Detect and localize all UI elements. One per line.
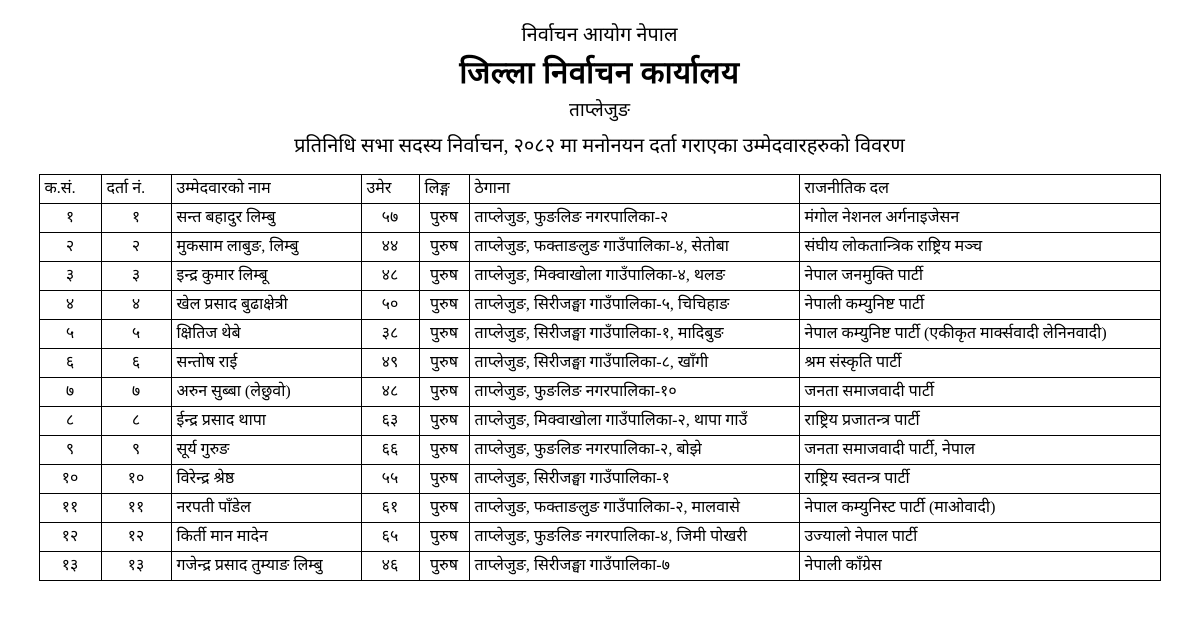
- table-row: [39, 349, 1160, 378]
- cell-serial: ३: [39, 262, 101, 291]
- cell-serial: ७: [39, 378, 101, 407]
- column-header-age: उमेर: [361, 175, 419, 204]
- cell-gender: पुरुष: [419, 378, 469, 407]
- cell-party: राष्ट्रिय स्वतन्त्र पार्टी: [799, 465, 1160, 494]
- cell-address: ताप्लेजुङ, मिक्वाखोला गाउँपालिका-२, थापा गाउँ: [469, 407, 799, 436]
- table-row: [39, 291, 1160, 320]
- cell-candidate-name: अरुन सुब्बा (लेछुवो): [171, 378, 361, 407]
- cell-registration: १३: [101, 552, 171, 581]
- table-row: [39, 552, 1160, 581]
- organization-name: निर्वाचन आयोग नेपाल: [521, 24, 678, 46]
- cell-address: ताप्लेजुङ, सिरीजङ्घा गाउँपालिका-५, चिचिहाङ: [469, 291, 799, 320]
- table-row: [39, 204, 1160, 233]
- cell-candidate-name: नरपती पाँडेल: [171, 494, 361, 523]
- cell-serial: २: [39, 233, 101, 262]
- cell-gender: पुरुष: [419, 552, 469, 581]
- cell-party: राष्ट्रिय प्रजातन्त्र पार्टी: [799, 407, 1160, 436]
- cell-candidate-name: सन्तोष राई: [171, 349, 361, 378]
- table-row: [39, 523, 1160, 552]
- cell-address: ताप्लेजुङ, सिरीजङ्घा गाउँपालिका-१: [469, 465, 799, 494]
- cell-gender: पुरुष: [419, 494, 469, 523]
- cell-candidate-name: किर्ती मान मादेन: [171, 523, 361, 552]
- cell-gender: पुरुष: [419, 320, 469, 349]
- cell-candidate-name: गजेन्द्र प्रसाद तुम्याङ लिम्बु: [171, 552, 361, 581]
- cell-party: नेपाली कम्युनिष्ट पार्टी: [799, 291, 1160, 320]
- table-body: [39, 204, 1160, 581]
- cell-registration: ७: [101, 378, 171, 407]
- cell-age: ५७: [361, 204, 419, 233]
- document-header: [0, 0, 1199, 160]
- cell-party: जनता समाजवादी पार्टी: [799, 378, 1160, 407]
- table-row: [39, 407, 1160, 436]
- cell-gender: पुरुष: [419, 523, 469, 552]
- cell-age: ६१: [361, 494, 419, 523]
- cell-candidate-name: इन्द्र कुमार लिम्बू: [171, 262, 361, 291]
- table-header-row: [39, 175, 1160, 204]
- cell-address: ताप्लेजुङ, फुङलिङ नगरपालिका-२: [469, 204, 799, 233]
- cell-registration: १०: [101, 465, 171, 494]
- cell-party: उज्यालो नेपाल पार्टी: [799, 523, 1160, 552]
- district-name: ताप्लेजुङ: [568, 100, 631, 121]
- cell-party: नेपाल कम्युनिष्ट पार्टी (एकीकृत मार्क्सवादी लेनिनवादी): [799, 320, 1160, 349]
- cell-registration: ९: [101, 436, 171, 465]
- cell-address: ताप्लेजुङ, सिरीजङ्घा गाउँपालिका-८, खाँगी: [469, 349, 799, 378]
- document-subtitle: प्रतिनिधि सभा सदस्य निर्वाचन, २०८२ मा मनोनयन दर्ता गराएका उम्मेदवारहरुको विवरण: [294, 135, 905, 157]
- cell-registration: ६: [101, 349, 171, 378]
- cell-candidate-name: विरेन्द्र श्रेष्ठ: [171, 465, 361, 494]
- column-header-registration: दर्ता नं.: [101, 175, 171, 204]
- cell-registration: ८: [101, 407, 171, 436]
- column-header-gender: लिङ्ग: [419, 175, 469, 204]
- candidates-table: [39, 174, 1161, 581]
- cell-serial: ८: [39, 407, 101, 436]
- cell-address: ताप्लेजुङ, मिक्वाखोला गाउँपालिका-४, थलङ: [469, 262, 799, 291]
- cell-registration: ११: [101, 494, 171, 523]
- cell-registration: १: [101, 204, 171, 233]
- cell-age: ४८: [361, 378, 419, 407]
- cell-address: ताप्लेजुङ, सिरीजङ्घा गाउँपालिका-१, मादिबुङ: [469, 320, 799, 349]
- table-row: [39, 262, 1160, 291]
- cell-gender: पुरुष: [419, 465, 469, 494]
- cell-address: ताप्लेजुङ, फुङलिङ नगरपालिका-४, जिमी पोखरी: [469, 523, 799, 552]
- cell-candidate-name: मुकसाम लाबुङ, लिम्बु: [171, 233, 361, 262]
- cell-gender: पुरुष: [419, 349, 469, 378]
- cell-address: ताप्लेजुङ, फुङलिङ नगरपालिका-१०: [469, 378, 799, 407]
- cell-registration: १२: [101, 523, 171, 552]
- cell-party: मंगोल नेशनल अर्गनाइजेसन: [799, 204, 1160, 233]
- cell-age: ४४: [361, 233, 419, 262]
- cell-serial: ५: [39, 320, 101, 349]
- cell-candidate-name: सन्त बहादुर लिम्बु: [171, 204, 361, 233]
- column-header-serial: क.सं.: [39, 175, 101, 204]
- cell-party: नेपाल जनमुक्ति पार्टी: [799, 262, 1160, 291]
- cell-age: ४८: [361, 262, 419, 291]
- table-row: [39, 233, 1160, 262]
- cell-serial: ९: [39, 436, 101, 465]
- cell-candidate-name: खेल प्रसाद बुढाक्षेत्री: [171, 291, 361, 320]
- cell-gender: पुरुष: [419, 204, 469, 233]
- column-header-party: राजनीतिक दल: [799, 175, 1160, 204]
- cell-party: जनता समाजवादी पार्टी, नेपाल: [799, 436, 1160, 465]
- candidates-table-container: [39, 174, 1161, 581]
- cell-party: श्रम संस्कृति पार्टी: [799, 349, 1160, 378]
- cell-party: संघीय लोकतान्त्रिक राष्ट्रिय मञ्च: [799, 233, 1160, 262]
- cell-serial: १०: [39, 465, 101, 494]
- cell-registration: २: [101, 233, 171, 262]
- cell-serial: १३: [39, 552, 101, 581]
- cell-gender: पुरुष: [419, 233, 469, 262]
- cell-serial: ६: [39, 349, 101, 378]
- cell-candidate-name: सूर्य गुरुङ: [171, 436, 361, 465]
- cell-age: ४६: [361, 552, 419, 581]
- cell-registration: ४: [101, 291, 171, 320]
- cell-party: नेपाली काँग्रेस: [799, 552, 1160, 581]
- cell-age: ६३: [361, 407, 419, 436]
- cell-age: ५०: [361, 291, 419, 320]
- cell-serial: १२: [39, 523, 101, 552]
- cell-address: ताप्लेजुङ, सिरीजङ्घा गाउँपालिका-७: [469, 552, 799, 581]
- cell-serial: १: [39, 204, 101, 233]
- table-row: [39, 465, 1160, 494]
- table-row: [39, 320, 1160, 349]
- cell-gender: पुरुष: [419, 407, 469, 436]
- cell-age: ३८: [361, 320, 419, 349]
- cell-age: ६५: [361, 523, 419, 552]
- cell-party: नेपाल कम्युनिस्ट पार्टी (माओवादी): [799, 494, 1160, 523]
- table-row: [39, 494, 1160, 523]
- cell-address: ताप्लेजुङ, फुङलिङ नगरपालिका-२, बोझे: [469, 436, 799, 465]
- table-row: [39, 378, 1160, 407]
- cell-serial: ११: [39, 494, 101, 523]
- table-row: [39, 436, 1160, 465]
- cell-registration: ३: [101, 262, 171, 291]
- page-title: जिल्ला निर्वाचन कार्यालय: [459, 55, 740, 90]
- column-header-name: उम्मेदवारको नाम: [171, 175, 361, 204]
- cell-age: ५५: [361, 465, 419, 494]
- cell-candidate-name: क्षितिज थेबे: [171, 320, 361, 349]
- column-header-address: ठेगाना: [469, 175, 799, 204]
- cell-registration: ५: [101, 320, 171, 349]
- cell-address: ताप्लेजुङ, फक्ताङलुङ गाउँपालिका-२, मालवासे: [469, 494, 799, 523]
- cell-gender: पुरुष: [419, 291, 469, 320]
- cell-gender: पुरुष: [419, 262, 469, 291]
- cell-age: ६६: [361, 436, 419, 465]
- cell-candidate-name: ईन्द्र प्रसाद थापा: [171, 407, 361, 436]
- cell-age: ४९: [361, 349, 419, 378]
- cell-address: ताप्लेजुङ, फक्ताङलुङ गाउँपालिका-४, सेतोबा: [469, 233, 799, 262]
- cell-serial: ४: [39, 291, 101, 320]
- cell-gender: पुरुष: [419, 436, 469, 465]
